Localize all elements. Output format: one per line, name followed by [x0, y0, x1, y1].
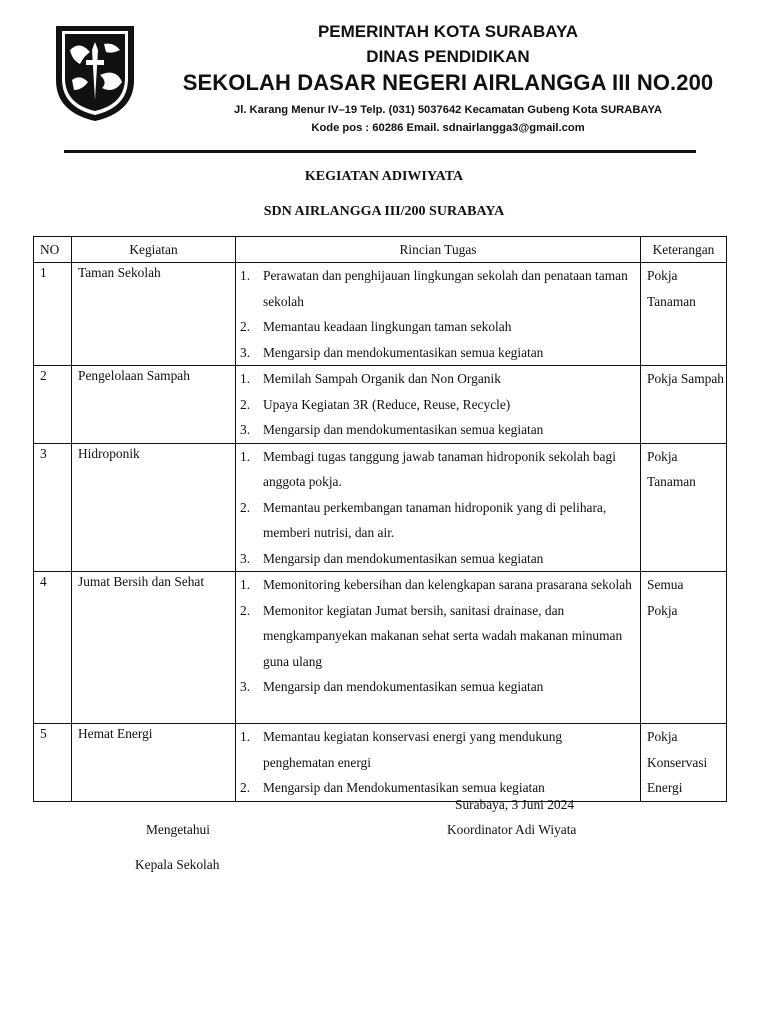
table-row: [34, 572, 727, 724]
row-tasks: [236, 724, 641, 802]
column-header-note: Keterangan: [641, 237, 727, 263]
task-item: 1. Perawatan dan penghijauan lingkungan sekolah dan penataan taman sekolah: [240, 268, 628, 309]
column-header-tasks: Rincian Tugas: [236, 237, 641, 263]
column-header-activity: Kegiatan: [72, 237, 236, 263]
row-tasks: [236, 263, 641, 366]
document-title: KEGIATAN ADIWIYATA: [304, 169, 464, 184]
row-tasks: [236, 366, 641, 444]
task-item: 1. Membagi tugas tanggung jawab tanaman hidroponik sekolah bagi anggota pokja.: [240, 448, 616, 489]
row-note: Pokja Sampah: [641, 366, 727, 444]
task-item: 2. Mengarsip dan Mendokumentasikan semua kegiatan: [240, 780, 545, 795]
row-tasks: [236, 572, 641, 724]
header-address: Jl. Karang Menur IV–19 Telp. (031) 5037642 Kecamatan Gubeng Kota SURABAYA: [234, 104, 662, 116]
task-item: 3. Mengarsip dan mendokumentasikan semua kegiatan: [240, 550, 544, 566]
task-item: 1. Memonitoring kebersihan dan kelengkapan sarana prasarana sekolah: [240, 577, 632, 592]
signature-acknowledged: Mengetahui: [146, 822, 210, 837]
surabaya-city-emblem-icon: [50, 20, 140, 124]
row-activity: Jumat Bersih dan Sehat: [72, 572, 236, 724]
table-row: [34, 366, 727, 444]
row-activity: Taman Sekolah: [72, 263, 236, 366]
table-row: [34, 724, 727, 802]
row-number: 3: [34, 443, 72, 572]
signature-principal: Kepala Sekolah: [135, 857, 220, 872]
row-note: Pokja Tanaman: [641, 263, 727, 366]
row-note: Semua Pokja: [641, 572, 727, 724]
table-header-row: [34, 237, 727, 263]
task-item: 3. Mengarsip dan mendokumentasikan semua kegiatan: [240, 422, 544, 437]
task-item: 2. Memantau perkembangan tanaman hidroponik yang di pelihara, memberi nutrisi, dan air.: [240, 499, 607, 540]
header-postal-email: Kode pos : 60286 Email. sdnairlangga3@gmail.com: [311, 122, 585, 134]
row-activity: Pengelolaan Sampah: [72, 366, 236, 444]
row-activity: Hemat Energi: [72, 724, 236, 802]
row-number: 4: [34, 572, 72, 724]
row-tasks: [236, 443, 641, 572]
task-item: 2. Memonitor kegiatan Jumat bersih, sanitasi drainase, dan mengkampanyekan makanan sehat serta wadah makanan minuman guna ulang: [240, 602, 623, 669]
task-item: 3. Mengarsip dan mendokumentasikan semua kegiatan: [240, 679, 544, 694]
header-school-name: SEKOLAH DASAR NEGERI AIRLANGGA III NO.200: [182, 70, 714, 95]
task-item: 2. Memantau keadaan lingkungan taman sekolah: [240, 319, 512, 334]
activity-table: [33, 236, 727, 802]
row-activity: Hidroponik: [72, 443, 236, 572]
task-item: 2. Upaya Kegiatan 3R (Reduce, Reuse, Recycle): [240, 396, 511, 412]
column-header-no: NO: [34, 237, 72, 263]
signature-coordinator: Koordinator Adi Wiyata: [447, 822, 577, 837]
document-subtitle: SDN AIRLANGGA III/200 SURABAYA: [263, 204, 505, 219]
row-number: 2: [34, 366, 72, 444]
header-department: DINAS PENDIDIKAN: [366, 47, 530, 66]
row-note: Pokja Tanaman: [641, 443, 727, 572]
header-divider: [64, 150, 696, 153]
task-item: 1. Memantau kegiatan konservasi energi yang mendukung penghematan energi: [240, 729, 563, 770]
table-row: [34, 443, 727, 572]
row-number: 1: [34, 263, 72, 366]
task-item: 1. Memilah Sampah Organik dan Non Organik: [240, 371, 501, 386]
header-government: PEMERINTAH KOTA SURABAYA: [317, 22, 579, 41]
row-number: 5: [34, 724, 72, 802]
row-note: Pokja Konservasi Energi: [641, 724, 727, 802]
signature-date: Surabaya, 3 Juni 2024: [455, 797, 575, 812]
table-row: [34, 263, 727, 366]
task-item: 3. Mengarsip dan mendokumentasikan semua kegiatan: [240, 344, 544, 360]
